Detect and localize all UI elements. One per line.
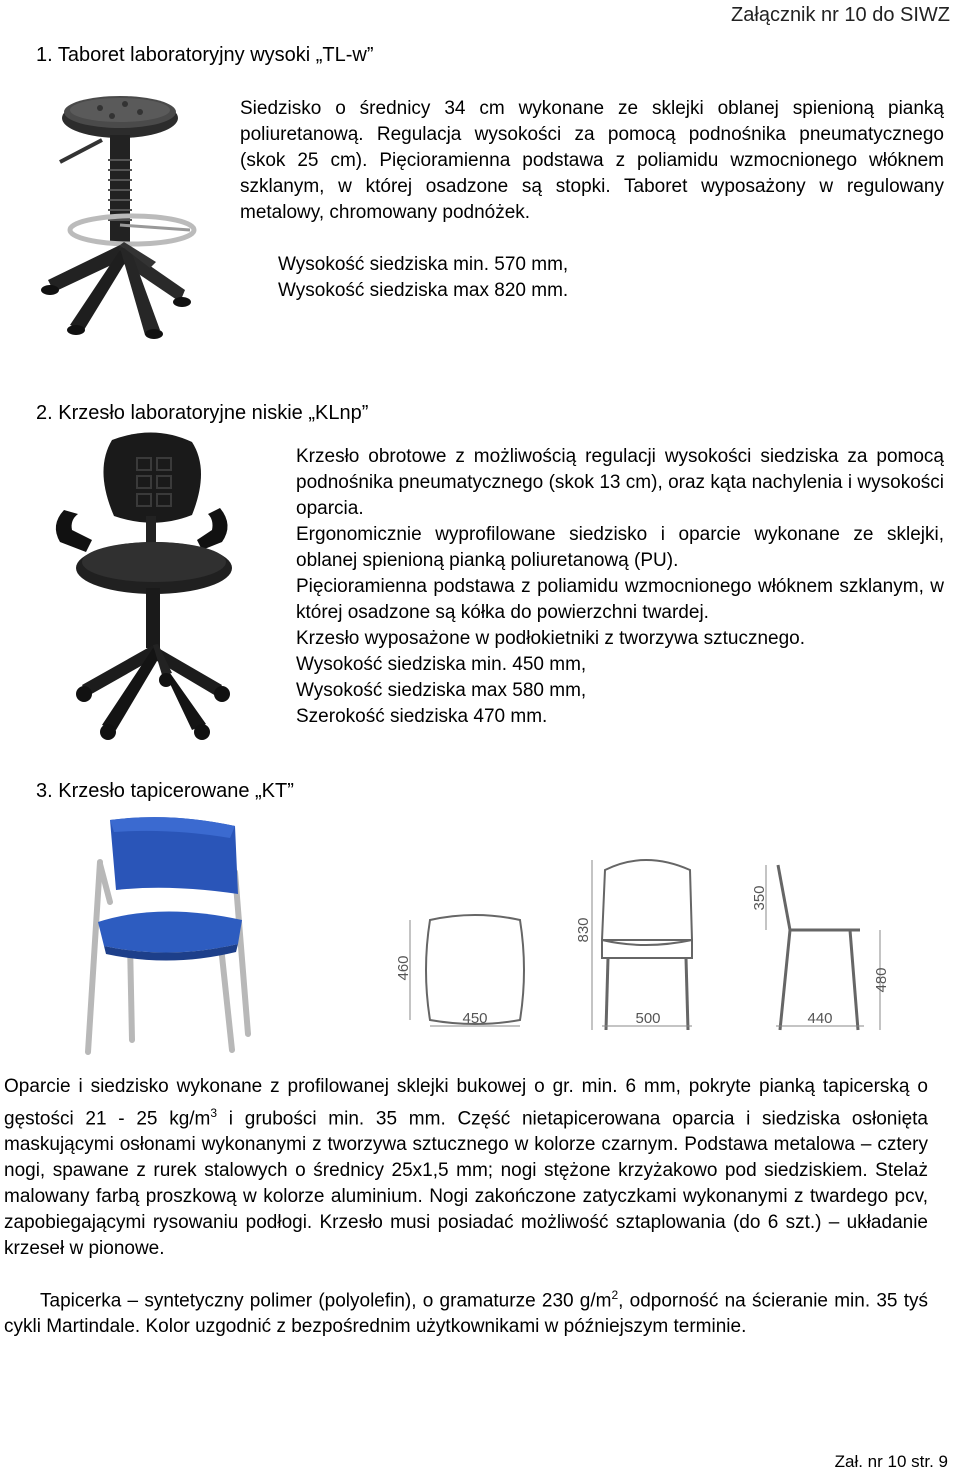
item3-para2-sup: 2: [611, 1288, 619, 1302]
item3-para1-sup: 3: [210, 1106, 218, 1120]
item3-para1-a: Oparcie i siedzisko wykonane z profilowanej sklejki bukowej o gr. min. 6 mm, pokryte pianką tapicerską o gęstości 21 - 25 kg/m: [4, 1076, 928, 1130]
page-footer: Zał. nr 10 str. 9: [834, 1452, 948, 1471]
dim-480: 480: [873, 967, 890, 993]
dim-830: 830: [575, 917, 592, 943]
item1-description: Siedzisko o średnicy 34 cm wykonane ze sklejki oblanej spienioną pianką poliuretanową. Regulacja wysokości za pomocą podnośnika pneumatycznego (skok 25 cm). Pięcioramienna podstawa z poliamidu wzmocnionego włóknem szklanym, w której osadzone są stopki. Taboret wyposażony w regulowany metalowy, chromowany podnóżek.: [240, 98, 944, 223]
annex-label: Załącznik nr 10 do SIWZ: [731, 4, 950, 26]
dim-450: 450: [462, 1010, 488, 1027]
item2-spec-max: Wysokość siedziska max 580 mm,: [296, 680, 587, 701]
lab-stool-image: [40, 80, 210, 340]
lab-chair-image: [42, 430, 252, 750]
dim-500: 500: [635, 1010, 661, 1027]
item2-para1: Krzesło obrotowe z możliwością regulacji wysokości siedziska za pomocą podnośnika pneumatycznego (skok 13 cm), oraz kąta nachylenia i wysokości oparcia.: [296, 446, 944, 519]
dim-460: 460: [395, 955, 412, 981]
item3-para2-b: , odporność na ścieranie min. 35 tyś cykli Martindale. Kolor uzgodnić z bezpośrednim użytkownikami w późniejszym terminie.: [4, 1290, 928, 1338]
dim-440: 440: [807, 1010, 833, 1027]
upholstered-chair-image: [70, 812, 260, 1062]
item2-heading: 2. Krzesło laboratoryjne niskie „KLnp”: [36, 402, 369, 424]
item1-spec-max: Wysokość siedziska max 820 mm.: [278, 280, 569, 301]
dim-350: 350: [751, 885, 768, 911]
item1-heading: 1. Taboret laboratoryjny wysoki „TL-w”: [36, 44, 374, 66]
item2-para2: Ergonomicznie wyprofilowane siedzisko i oparcie wykonane ze sklejki, oblanej spienioną pianką poliuretanową (PU).: [296, 524, 944, 571]
item2-para3: Pięcioramienna podstawa z poliamidu wzmocnionego włóknem szklanym, w której osadzone są kółka do powierzchni twardej.: [296, 576, 944, 623]
item2-spec-width: Szerokość siedziska 470 mm.: [296, 706, 548, 727]
item2-para4: Krzesło wyposażone w podłokietniki z tworzywa sztucznego.: [296, 628, 806, 649]
item3-para2-a: Tapicerka – syntetyczny polimer (polyolefin), o gramaturze 230 g/m: [40, 1290, 612, 1312]
item2-spec-min: Wysokość siedziska min. 450 mm,: [296, 654, 587, 675]
item1-spec-min: Wysokość siedziska min. 570 mm,: [278, 254, 569, 275]
item3-heading: 3. Krzesło tapicerowane „KT”: [36, 780, 294, 802]
seat-dimension-drawing: [380, 850, 960, 1040]
item3-para1-b: i grubości min. 35 mm. Część nietapicerowana oparcia i siedziska osłonięta maskującymi osłonami wykonanymi z tworzywa sztucznego w kolorze czarnym. Podstawa metalowa – cztery nogi, spawane z rurek stalowych o średnicy 25x1,5 mm; nogi stężone krzyżakowo pod siedziskiem. Stelaż malowany farbą proszkową w kolorze aluminium. Nogi zakończone zatyczkami wykonanymi z twardego pcv, zapobiegającymi rysowaniu podłogi. Krzesło musi posiadać możliwość sztaplowania (do 6 szt.) – układanie krzeseł w pionowe.: [4, 1108, 928, 1260]
